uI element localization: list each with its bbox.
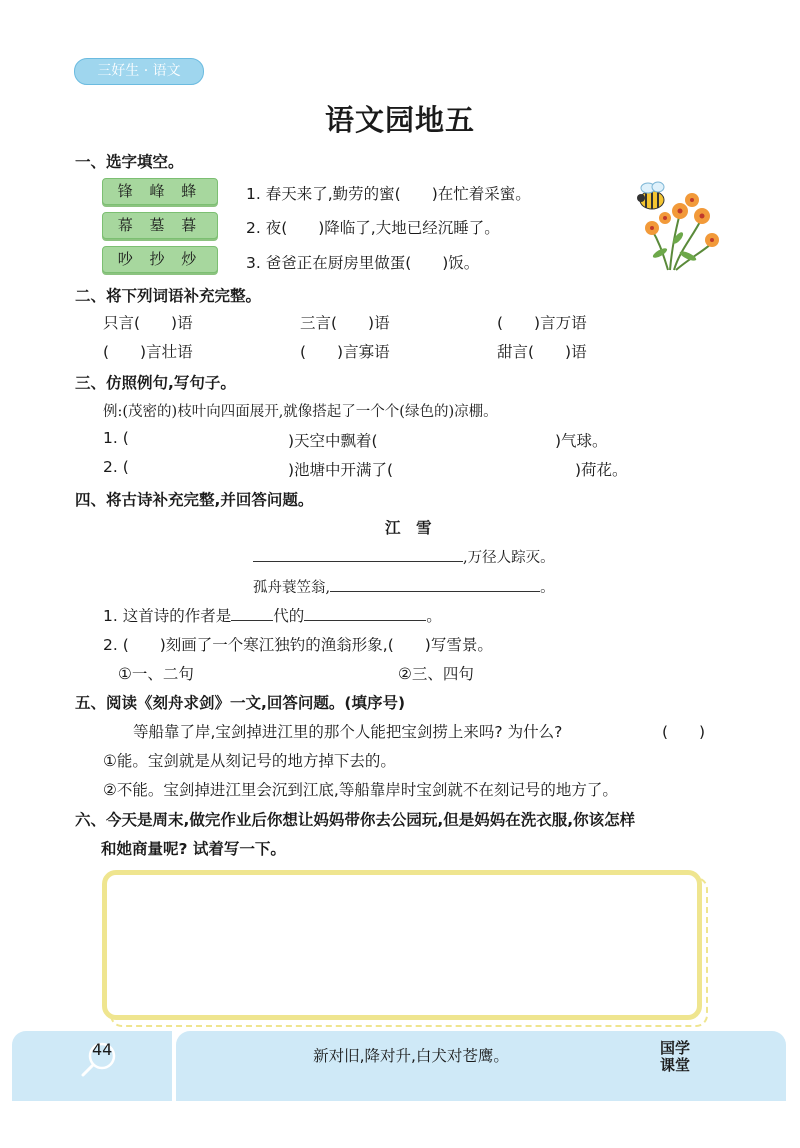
idiom-2: 三言( )语 [300, 314, 390, 332]
poem-line-2-tail: 。 [540, 580, 555, 596]
s3-item-2-mid: )池塘中开满了( [288, 461, 394, 479]
s3-item-1-mid: )天空中飘着( [288, 432, 378, 450]
s1-item-2: 2. 夜( )降临了,大地已经沉睡了。 [246, 219, 500, 237]
s3-item-2-end: )荷花。 [575, 461, 628, 479]
poem-blank-1[interactable] [253, 545, 463, 562]
s5-option-1: ①能。宝剑就是从刻记号的地方掉下去的。 [103, 752, 396, 770]
footer-label [660, 1040, 690, 1074]
example-sentence: 例:(茂密的)枝叶向四面展开,就像搭起了一个个(绿色的)凉棚。 [103, 404, 498, 420]
s4-option-1: ①一、二句 [118, 665, 194, 683]
idiom-3: ( )言万语 [497, 314, 587, 332]
q1-mid: 代的 [273, 607, 305, 625]
idiom-6: 甜言( )语 [497, 343, 587, 361]
page-title: 语文园地五 [324, 103, 475, 137]
poem-title: 江 雪 [385, 519, 432, 537]
chip-2: 幕 墓 暮 [102, 212, 218, 239]
s1-item-1: 1. 春天来了,勤劳的蜜( )在忙着采蜜。 [246, 185, 531, 203]
s1-item-3: 3. 爸爸正在厨房里做蛋( )饭。 [246, 254, 480, 272]
section-3-heading: 三、仿照例句,写句子。 [75, 374, 236, 392]
s5-answer-paren[interactable]: ( ) [662, 723, 706, 741]
chip-3: 吵 抄 炒 [102, 246, 218, 273]
bee-flowers-illustration [630, 178, 720, 273]
idiom-4: ( )言壮语 [103, 343, 193, 361]
s4-option-2: ②三、四句 [398, 665, 474, 683]
writing-answer-box[interactable] [102, 870, 702, 1020]
footer-label-line-1: 国学 [660, 1039, 691, 1057]
s3-item-1-start: 1. ( [103, 429, 129, 447]
poem-blank-2[interactable] [330, 575, 540, 592]
q1-start: 1. 这首诗的作者是 [103, 607, 232, 625]
idiom-5: ( )言寡语 [300, 343, 390, 361]
s3-item-1-end: )气球。 [555, 432, 608, 450]
page-number: 44 [92, 1040, 113, 1059]
footer-main-panel [176, 1031, 786, 1101]
chip-1: 锋 峰 蜂 [102, 178, 218, 205]
q1-end: 。 [426, 607, 442, 625]
book-tag: 三好生 · 语文 [74, 58, 204, 85]
s5-option-2: ②不能。宝剑掉进江里会沉到江底,等船靠岸时宝剑就不在刻记号的地方了。 [103, 781, 618, 799]
author-blank[interactable] [304, 604, 426, 621]
footer-label-line-2: 课堂 [660, 1056, 691, 1074]
poem-line-1-tail: ,万径人踪灭。 [463, 550, 555, 566]
s4-question-2: 2. ( )刻画了一个寒江独钓的渔翁形象,( )写雪景。 [103, 636, 493, 654]
dynasty-blank[interactable] [231, 604, 273, 621]
idiom-1: 只言( )语 [103, 314, 193, 332]
footer-quote: 新对旧,降对升,白犬对苍鹰。 [313, 1047, 509, 1065]
section-6-heading-cont: 和她商量呢? 试着写一下。 [101, 840, 286, 858]
s5-question: 等船靠了岸,宝剑掉进江里的那个人能把宝剑捞上来吗? 为什么? [133, 723, 563, 741]
section-5-heading: 五、阅读《刻舟求剑》一文,回答问题。(填序号) [75, 694, 406, 712]
poem-line-2-head: 孤舟蓑笠翁, [253, 580, 331, 596]
section-1-heading: 一、选字填空。 [75, 153, 184, 171]
section-4-heading: 四、将古诗补充完整,并回答问题。 [75, 491, 314, 509]
s3-item-2-start: 2. ( [103, 458, 129, 476]
section-2-heading: 二、将下列词语补充完整。 [75, 287, 262, 305]
section-6-heading: 六、今天是周末,做完作业后你想让妈妈带你去公园玩,但是妈妈在洗衣服,你该怎样 [75, 811, 636, 829]
